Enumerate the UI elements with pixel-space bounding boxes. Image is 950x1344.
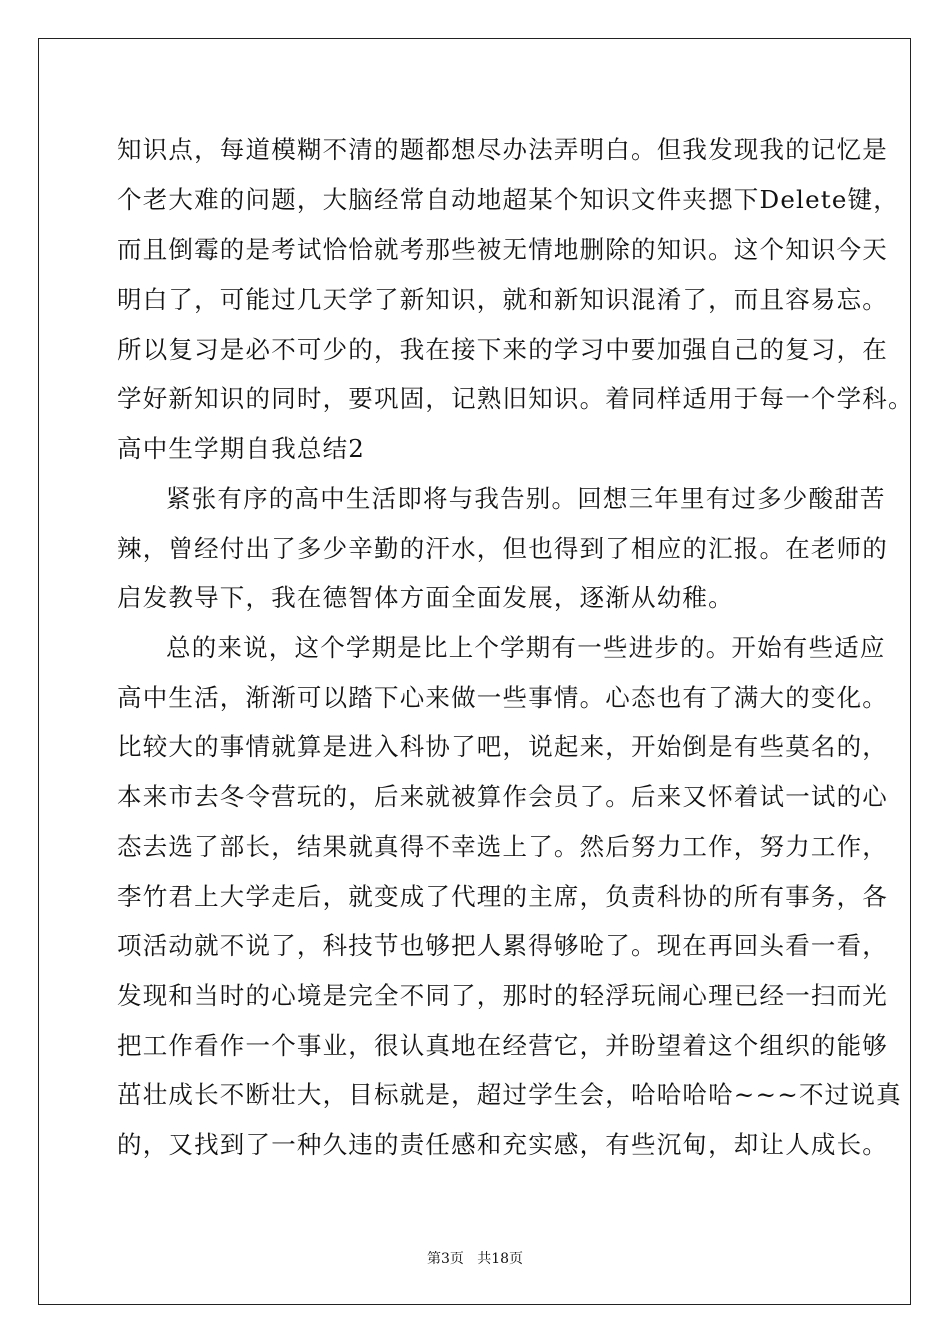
text-line: 知识点，每道模糊不清的题都想尽办法弄明白。但我发现我的记忆是 — [117, 135, 888, 164]
text-line: 本来市去冬令营玩的，后来就被算作会员了。后来又怀着试一试的心 — [117, 782, 888, 811]
text-line: 李竹君上大学走后，就变成了代理的主席，负责科协的所有事务，各 — [117, 882, 888, 911]
text-line: 的，又找到了一种久违的责任感和充实感，有些沉甸，却让人成长。 — [117, 1130, 888, 1159]
text-line: 学好新知识的同时，要巩固，记熟旧知识。着同样适用于每一个学科。 — [117, 384, 914, 413]
text-line: 茁壮成长不断壮大，目标就是，超过学生会，哈哈哈哈~~~不过说真 — [117, 1080, 902, 1109]
text-line: 把工作看作一个事业，很认真地在经营它，并盼望着这个组织的能够 — [117, 1031, 888, 1060]
text-line: 总的来说，这个学期是比上个学期有一些进步的。开始有些适应 — [166, 633, 886, 662]
text-line: 而且倒霉的是考试恰恰就考那些被无情地删除的知识。这个知识今天 — [117, 235, 888, 264]
section-heading: 高中生学期自我总结2 — [117, 434, 366, 463]
text-line: 比较大的事情就算是进入科协了吧，说起来，开始倒是有些莫名的， — [117, 732, 888, 761]
text-line: 所以复习是必不可少的，我在接下来的学习中要加强自己的复习，在 — [117, 335, 888, 364]
page-footer: 第3页 共18页 — [426, 1251, 524, 1267]
page-border — [38, 38, 914, 1305]
text-line: 启发教导下，我在德智体方面全面发展，逐渐从幼稚。 — [117, 583, 734, 612]
text-line: 辣，曾经付出了多少辛勤的汗水，但也得到了相应的汇报。在老师的 — [117, 534, 888, 563]
text-line: 紧张有序的高中生活即将与我告别。回想三年里有过多少酸甜苦 — [166, 484, 886, 513]
text-line: 项活动就不说了，科技节也够把人累得够呛了。现在再回头看一看， — [117, 931, 888, 960]
text-line: 高中生活，渐渐可以踏下心来做一些事情。心态也有了满大的变化。 — [117, 683, 888, 712]
text-line: 明白了，可能过几天学了新知识，就和新知识混淆了，而且容易忘。 — [117, 285, 888, 314]
text-line: 发现和当时的心境是完全不同了，那时的轻浮玩闹心理已经一扫而光 — [117, 981, 888, 1010]
text-line: 态去选了部长，结果就真得不幸选上了。然后努力工作，努力工作， — [117, 832, 888, 861]
text-line: 个老大难的问题，大脑经常自动地超某个知识文件夹摁下Delete键， — [117, 185, 899, 214]
